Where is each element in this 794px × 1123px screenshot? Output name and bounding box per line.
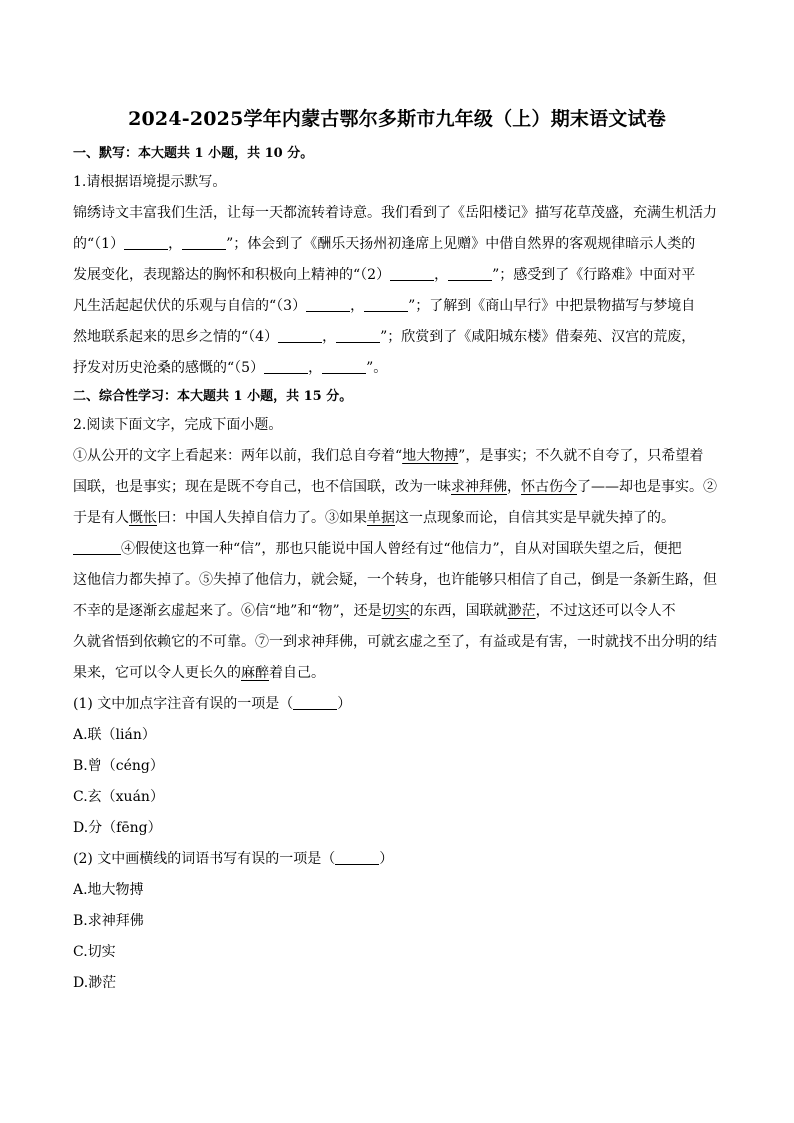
fill-blank[interactable]: [336, 327, 380, 343]
passage-text: ④假使这也算一种“信”，那也只能说中国人曾经有过“他信力”，自从对国联失望之后，便把: [121, 541, 682, 557]
q1-text-part: 的“（1）: [73, 236, 125, 252]
question-2-label: 2.阅读下面文字，完成下面小题。: [73, 417, 283, 433]
section-1-heading: 一、默写：本大题共 1 小题，共 10 分。: [73, 146, 314, 161]
fill-blank[interactable]: [390, 265, 434, 281]
q1-text-part: ”；体会到了《酬乐天扬州初逢席上见赠》中借自然界的客观规律暗示人类的: [226, 236, 696, 252]
q1-text-part: ，: [168, 236, 183, 252]
exam-content: [73, 141, 721, 999]
question-1-label: 1.请根据语境提示默写。: [73, 174, 227, 190]
q1-text-part: 发展变化，表现豁达的胸怀和积极向上精神的“（2）: [73, 267, 391, 283]
q1-text-part: 锦绣诗文丰富我们生活，让每一天都流转着诗意。我们看到了《岳阳楼记》描写花草茂盛，充满生机活力: [73, 205, 717, 221]
sub-question-2: [73, 844, 721, 875]
underlined-word: 渺茫: [507, 603, 536, 619]
sub-question-2-label-end: ）: [379, 851, 394, 867]
underlined-word: 慨怅: [129, 510, 157, 526]
fill-blank[interactable]: [264, 358, 308, 374]
sub-question-1-label-end: ）: [337, 696, 352, 712]
fill-blank[interactable]: [364, 296, 408, 312]
sub-question-2-label: (2) 文中画横线的词语书写有误的一项是（: [73, 851, 336, 867]
passage-text: 了——却也是事实。②: [577, 479, 717, 495]
passage-text: ，: [507, 479, 521, 495]
q1-text-part: ，: [322, 329, 337, 345]
passage-text: 不幸的是逐渐玄虚起来了。⑥信“地”和“物”，还是: [73, 603, 382, 619]
q1-text-part: 抒发对历史沧桑的感慨的“（5）: [73, 360, 265, 376]
page-title: 2024-2025学年内蒙古鄂尔多斯市九年级（上）期末语文试卷: [128, 108, 666, 130]
fill-blank[interactable]: [73, 539, 121, 555]
fill-blank[interactable]: [322, 358, 366, 374]
q1-text-part: ”。: [366, 360, 388, 376]
fill-blank[interactable]: [124, 234, 168, 250]
underlined-word: 求神拜佛: [451, 479, 507, 495]
option-d[interactable]: D.分（fēng）: [73, 820, 162, 836]
sub-question-1-label: (1) 文中加点字注音有误的一项是（: [73, 696, 294, 712]
option-a[interactable]: A.联（lián）: [73, 727, 156, 743]
section-2-heading: 二、综合性学习：本大题共 1 小题，共 15 分。: [73, 389, 353, 404]
sub-question-1: [73, 689, 721, 720]
answer-blank[interactable]: [335, 849, 379, 865]
fill-blank[interactable]: [448, 265, 492, 281]
answer-blank[interactable]: [293, 694, 337, 710]
q1-text-part: 然地联系起来的思乡之情的“（4）: [73, 329, 279, 345]
q1-text-part: ，: [434, 267, 449, 283]
option-c[interactable]: C.切实: [73, 944, 116, 960]
underlined-word: 单据: [367, 510, 395, 526]
question-1-text: [73, 198, 721, 384]
passage-text: 久就省悟到依赖它的不可靠。⑦一到求神拜佛，可就玄虚之至了，有益或是有害，一时就找不出分明的结: [73, 634, 717, 650]
passage-text: 这他信力都失掉了。⑤失掉了他信力，就会疑，一个转身，也许能够只相信了自己，倒是一条新生路，但: [73, 572, 717, 588]
underlined-word: 麻醉: [241, 665, 269, 681]
underlined-word: 怀古伤今: [521, 479, 577, 495]
passage-text: 于是有人: [73, 510, 129, 526]
reading-passage: [73, 441, 721, 689]
fill-blank[interactable]: [306, 296, 350, 312]
option-a[interactable]: A.地大物搏: [73, 882, 144, 898]
q1-text-part: ”；欣赏到了《咸阳城东楼》借秦苑、汉宫的荒废，: [380, 329, 696, 345]
passage-text: ①从公开的文字上看起来：两年以前，我们总自夸着“: [73, 448, 403, 464]
option-b[interactable]: B.求神拜佛: [73, 913, 144, 929]
passage-text: ，不过这还可以令人不: [535, 603, 676, 619]
passage-text: 的东西，国联就: [409, 603, 508, 619]
q1-text-part: ”；感受到了《行路难》中面对平: [492, 267, 696, 283]
underlined-word: 地大物搏: [402, 448, 459, 464]
passage-text: 曰：中国人失掉自信力了。③如果: [157, 510, 367, 526]
q1-text-part: ”；了解到《商山早行》中把景物描写与梦境自: [408, 298, 696, 314]
q1-text-part: ，: [350, 298, 365, 314]
passage-text: 着自己。: [269, 665, 325, 681]
underlined-word: 切实: [381, 603, 410, 619]
fill-blank[interactable]: [278, 327, 322, 343]
passage-text: 这一点现象而论，自信其实是早就失掉了的。: [395, 510, 675, 526]
option-d[interactable]: D.渺茫: [73, 975, 117, 991]
passage-text: 国联，也是事实；现在是既不夸自己，也不信国联，改为一味: [73, 479, 451, 495]
fill-blank[interactable]: [182, 234, 226, 250]
option-b[interactable]: B.曾（céng）: [73, 758, 164, 774]
q1-text-part: ，: [308, 360, 323, 376]
option-c[interactable]: C.玄（xuán）: [73, 789, 164, 805]
passage-text: ”，是事实；不久就不自夸了，只希望着: [458, 448, 704, 464]
passage-text: 果来，它可以令人更长久的: [73, 665, 241, 681]
q1-text-part: 凡生活起起伏伏的乐观与自信的“（3）: [73, 298, 307, 314]
